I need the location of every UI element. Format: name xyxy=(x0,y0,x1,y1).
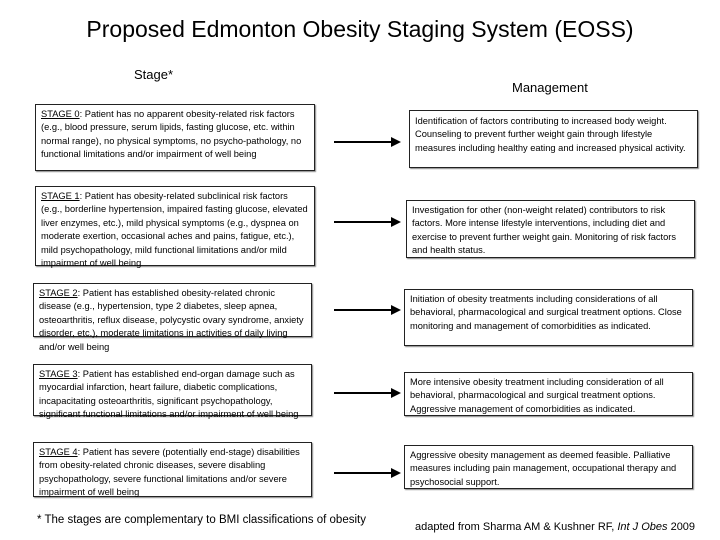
stage-label: STAGE 1 xyxy=(41,191,80,201)
arrow-right-icon xyxy=(334,141,392,143)
management-text: Investigation for other (non-weight related) contributors to risk factors. More intense lifestyle interventions, including diet and exercise to prevent further weight gain. Monitoring of risk factors and health status. xyxy=(412,205,677,256)
stage-description: : Patient has obesity-related subclinical risk factors (e.g., borderline hypertension, impaired fasting glucose, elevated liver enzymes, etc.), mild physical symptoms (e.g., dyspnea on moderate exertion, occasional aches and pains, fatigue, etc.), mild psychopathology, mild functional limitations and/or mild impairment of well being xyxy=(41,191,308,269)
slide-title: Proposed Edmonton Obesity Staging System (EOSS) xyxy=(86,16,634,42)
stage-description: : Patient has severe (potentially end-stage) disabilities from obesity-related chronic diseases, severe disabling psychopathology, severe functional limitations and/or severe impairment of well being xyxy=(39,447,300,498)
management-0-box xyxy=(409,110,698,168)
management-2-box xyxy=(404,289,693,346)
stage-description: : Patient has no apparent obesity-related risk factors (e.g., blood pressure, serum lipids, fasting glucose, etc. within normal range), no physical symptoms, no psycho-pathology, no functional limitations and/or impairment of well being xyxy=(41,109,302,160)
citation xyxy=(415,521,695,533)
management-1-box xyxy=(406,200,695,258)
stage-header: Stage* xyxy=(134,67,174,82)
arrow-right-icon xyxy=(334,221,392,223)
stage-label: STAGE 4 xyxy=(39,447,78,457)
arrow-right-icon xyxy=(334,472,392,474)
management-text: Initiation of obesity treatments including considerations of all behavioral, pharmacological and surgical treatment options. Close monitoring and management of comorbidities as indicated. xyxy=(410,294,682,331)
management-3-box xyxy=(404,372,693,416)
stage-4-box xyxy=(33,442,312,497)
stage-3-box xyxy=(33,364,312,420)
citation-authors: adapted from Sharma AM & Kushner RF, xyxy=(415,521,618,533)
stage-1-box xyxy=(35,186,315,269)
management-text: Identification of factors contributing to increased body weight. Counseling to prevent further weight gain through lifestyle measures including healthy eating and increased physical activity. xyxy=(415,116,686,153)
citation-year: 2009 xyxy=(667,521,696,533)
management-text: More intensive obesity treatment including consideration of all behavioral, pharmacological and surgical treatment options. Aggressive management of comorbidities as indicated. xyxy=(410,377,664,414)
management-header: Management xyxy=(512,80,588,95)
arrow-right-icon xyxy=(334,392,392,394)
arrow-right-icon xyxy=(334,309,392,311)
footnote: * The stages are complementary to BMI classifications of obesity xyxy=(37,514,366,526)
stage-label: STAGE 3 xyxy=(39,369,78,379)
management-text: Aggressive obesity management as deemed feasible. Palliative measures including pain management, occupational therapy and psychosocial support. xyxy=(410,450,677,487)
citation-journal: Int J Obes xyxy=(617,521,668,533)
stage-label: STAGE 0 xyxy=(41,109,80,119)
stage-label: STAGE 2 xyxy=(39,288,78,298)
stage-0-box xyxy=(35,104,315,171)
stage-description: : Patient has established end-organ damage such as myocardial infarction, heart failure, diabetic complications, incapacitating osteoarthritis, significant psychopathology, significant functional limitations and/or impairment of well being xyxy=(39,369,299,420)
management-4-box xyxy=(404,445,693,489)
stage-description: : Patient has established obesity-related chronic disease (e.g., hypertension, type 2 diabetes, sleep apnea, osteoarthritis, reflux disease, polycystic ovary syndrome, anxiety disorder, etc.), moderate limitations in activities of daily living and/or well being xyxy=(39,288,304,352)
stage-2-box xyxy=(33,283,312,352)
